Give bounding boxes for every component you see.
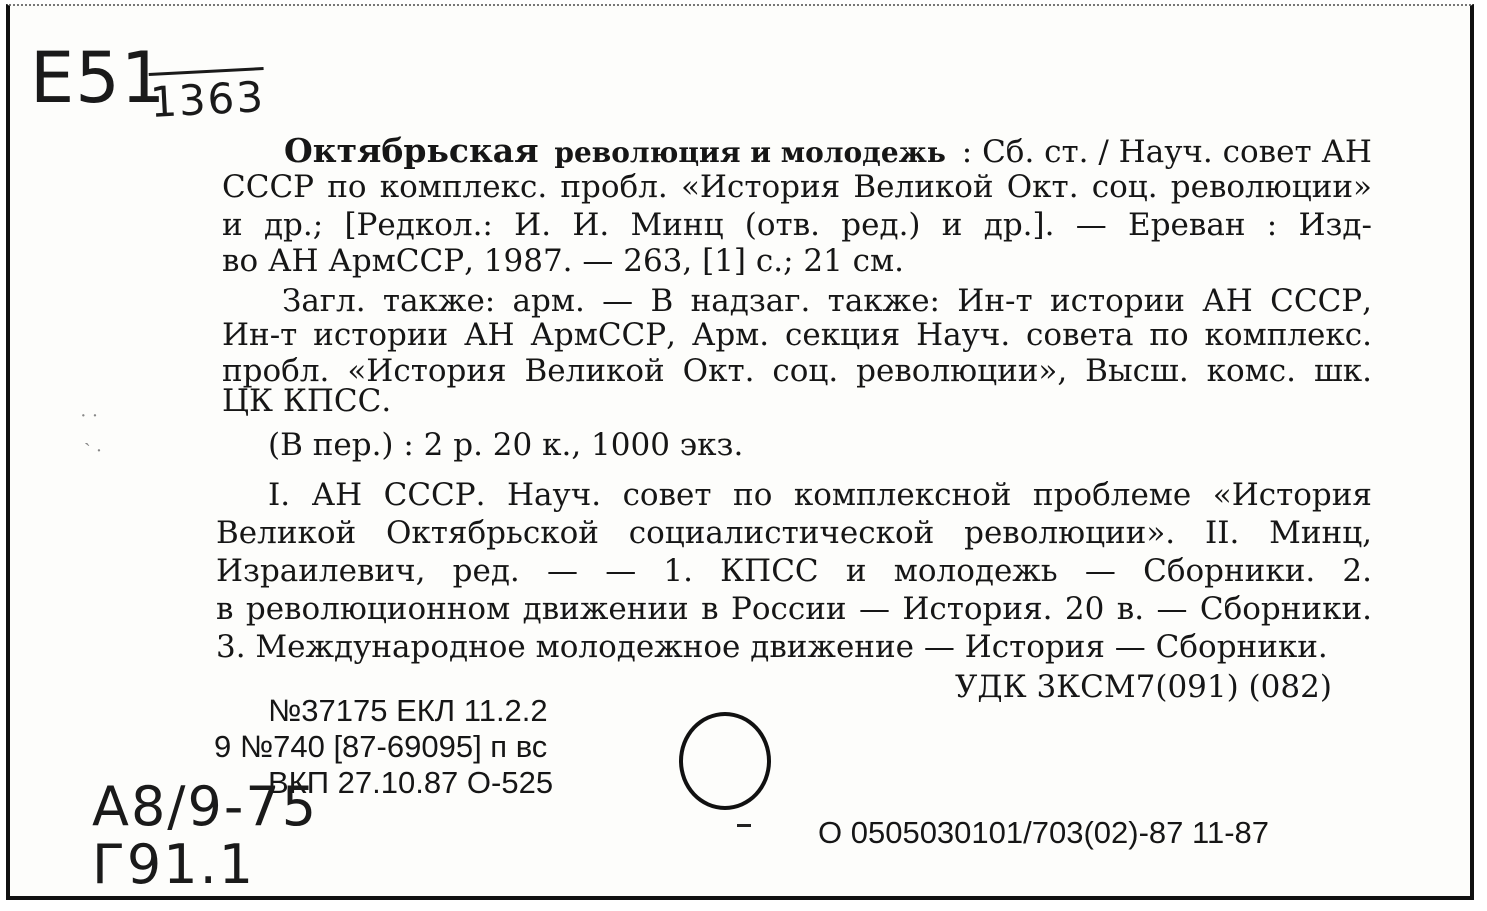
codes-line-3: ВКП 27.10.87 О-525 [268, 765, 554, 800]
handwritten-shelfmark: E51 [30, 37, 167, 119]
circle-mark [679, 712, 771, 810]
tracings-line-3: Израилевич, ред. — — 1. КПСС и молодежь — Сборники. 2. [216, 554, 1372, 588]
entry-title-word: Октябрьская [284, 131, 539, 170]
handwritten-call-number-1: А8/9-75 [92, 775, 319, 838]
notes-line-3: пробл. «История Великой Окт. соц. революции», Высш. комс. шк. [222, 354, 1372, 388]
notes-line-1: Загл. также: арм. — В надзаг. также: Ин-т истории АН СССР, [282, 284, 1372, 318]
notes-line-2: Ин-т истории АН АрмССР, Арм. секция Науч. совета по комплекс. [222, 318, 1372, 352]
handwritten-number: 1363 [149, 67, 267, 128]
smudge-mark: ˋ · [84, 440, 103, 462]
codes-line-1: №37175 ЕКЛ 11.2.2 [268, 693, 548, 728]
tracings-line-1: I. АН СССР. Науч. совет по комплексной проблеме «История [268, 478, 1372, 512]
tracings-line-5: 3. Международное молодежное движение — История — Сборники. [216, 629, 1328, 665]
codes-line-2: 9 №740 [87-69095] п вс [214, 729, 548, 764]
dash-mark [737, 824, 751, 827]
udc-code: УДК 3КСМ7(091) (082) [955, 669, 1332, 705]
notes-line-4: ЦК КПСС. [222, 383, 392, 419]
bottom-code: О 0505030101/703(02)-87 11-87 [818, 815, 1269, 850]
entry-line-4: во АН АрмССР, 1987. — 263, [1] с.; 21 см. [222, 243, 905, 279]
tracings-line-2: Великой Октябрьской социалистической революции». II. Минц, [216, 516, 1372, 550]
entry-line-2: СССР по комплекс. пробл. «История Великой Окт. соц. революции» [222, 170, 1372, 204]
entry-title-rest: революция и молодежь [554, 136, 946, 169]
handwritten-call-number-2: Г91.1 [92, 833, 256, 896]
smudge-mark: · · [80, 405, 99, 427]
price-line: (В пер.) : 2 р. 20 к., 1000 экз. [268, 427, 744, 463]
entry-line-1 [284, 131, 1372, 170]
entry-line-3: и др.; [Редкол.: И. И. Минц (отв. ред.) и др.]. — Ереван : Изд- [222, 208, 1372, 242]
tracings-line-4: в революционном движении в России — История. 20 в. — Сборники. [216, 592, 1372, 626]
entry-title-tail: : Сб. ст. / Науч. совет АН [961, 134, 1372, 170]
